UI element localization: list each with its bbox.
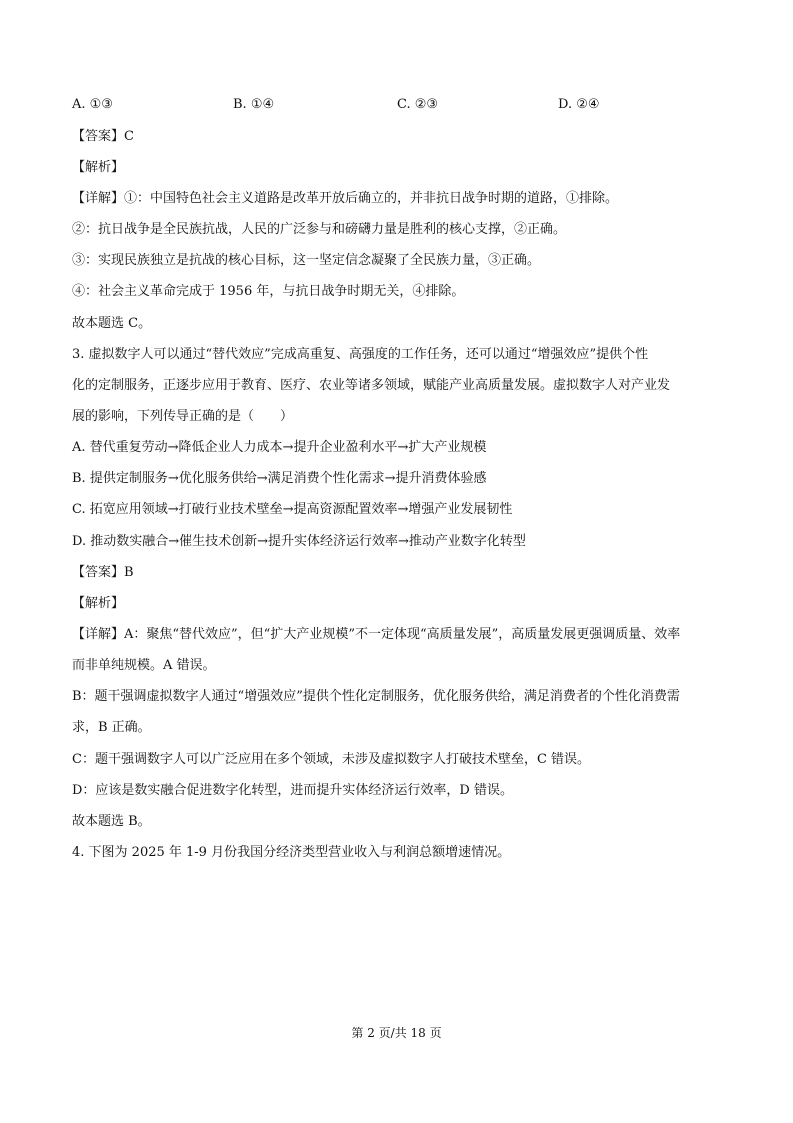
q2-option-c: C. ②③ — [397, 97, 439, 112]
q2-option-d: D. ②④ — [558, 97, 600, 112]
q3-detail-line: 而非单纯规模。A 错误。 — [72, 658, 216, 673]
q2-answer: 【答案】C — [72, 129, 134, 144]
q3-stem-line: 3. 虚拟数字人可以通过“替代效应”完成高重复、高强度的工作任务，还可以通过“增强效应”提供个性 — [72, 347, 649, 362]
q3-detail-line: D：应该是数实融合促进数字化转型，进而提升实体经济运行效率，D 错误。 — [72, 783, 513, 798]
q3-detail-line: B：题干强调虚拟数字人通过“增强效应”提供个性化定制服务，优化服务供给，满足消费者的个性化消费需 — [72, 689, 680, 704]
q2-detail-line: ③：实现民族独立是抗战的核心目标，这一坚定信念凝聚了全民族力量，③正确。 — [72, 253, 541, 268]
q3-stem-line: 化的定制服务，正逐步应用于教育、医疗、农业等诸多领域，赋能产业高质量发展。虚拟数字人对产业发 — [72, 378, 671, 393]
q2-detail-line: ④：社会主义革命完成于 1956 年，与抗日战争时期无关，④排除。 — [72, 284, 465, 299]
q3-answer: 【答案】B — [72, 565, 134, 580]
q4-stem: 4. 下图为 2025 年 1-9 月份我国分经济类型营业收入与利润总额增速情况。 — [72, 845, 511, 860]
q3-analysis-heading: 【解析】 — [72, 596, 125, 611]
q3-option-b: B. 提供定制服务→优化服务供给→满足消费个性化需求→提升消费体验感 — [72, 471, 487, 486]
q3-detail-line: C：题干强调数字人可以广泛应用在多个领域，未涉及虚拟数字人打破技术壁垒，C 错误。 — [72, 752, 591, 767]
q3-stem-line: 展的影响，下列传导正确的是（ ） — [72, 409, 294, 424]
q2-detail-line: 【详解】①：中国特色社会主义道路是改革开放后确立的，并非抗日战争时期的道路，①排除。 — [72, 191, 619, 206]
q2-options — [72, 96, 732, 114]
q2-conclusion: 故本题选 C。 — [72, 316, 152, 331]
q2-detail-line: ②：抗日战争是全民族抗战，人民的广泛参与和磅礴力量是胜利的核心支撑，②正确。 — [72, 222, 567, 237]
q3-option-c: C. 拓宽应用领域→打破行业技术壁垒→提高资源配置效率→增强产业发展韧性 — [72, 502, 513, 517]
q3-detail-line: 【详解】A：聚焦“替代效应”，但“扩大产业规模”不一定体现“高质量发展”，高质量发展更强调质量、效率 — [72, 627, 681, 642]
q3-option-a: A. 替代重复劳动→降低企业人力成本→提升企业盈利水平→扩大产业规模 — [72, 440, 487, 455]
q3-detail-line: 求，B 正确。 — [72, 720, 151, 735]
q2-analysis-heading: 【解析】 — [72, 160, 125, 175]
q3-option-d: D. 推动数实融合→催生技术创新→提升实体经济运行效率→推动产业数字化转型 — [72, 534, 526, 549]
page-footer: 第 2 页/共 18 页 — [351, 1026, 442, 1040]
q2-option-b: B. ①④ — [233, 97, 275, 112]
q2-option-a: A. ①③ — [72, 97, 113, 112]
q3-conclusion: 故本题选 B。 — [72, 814, 151, 829]
